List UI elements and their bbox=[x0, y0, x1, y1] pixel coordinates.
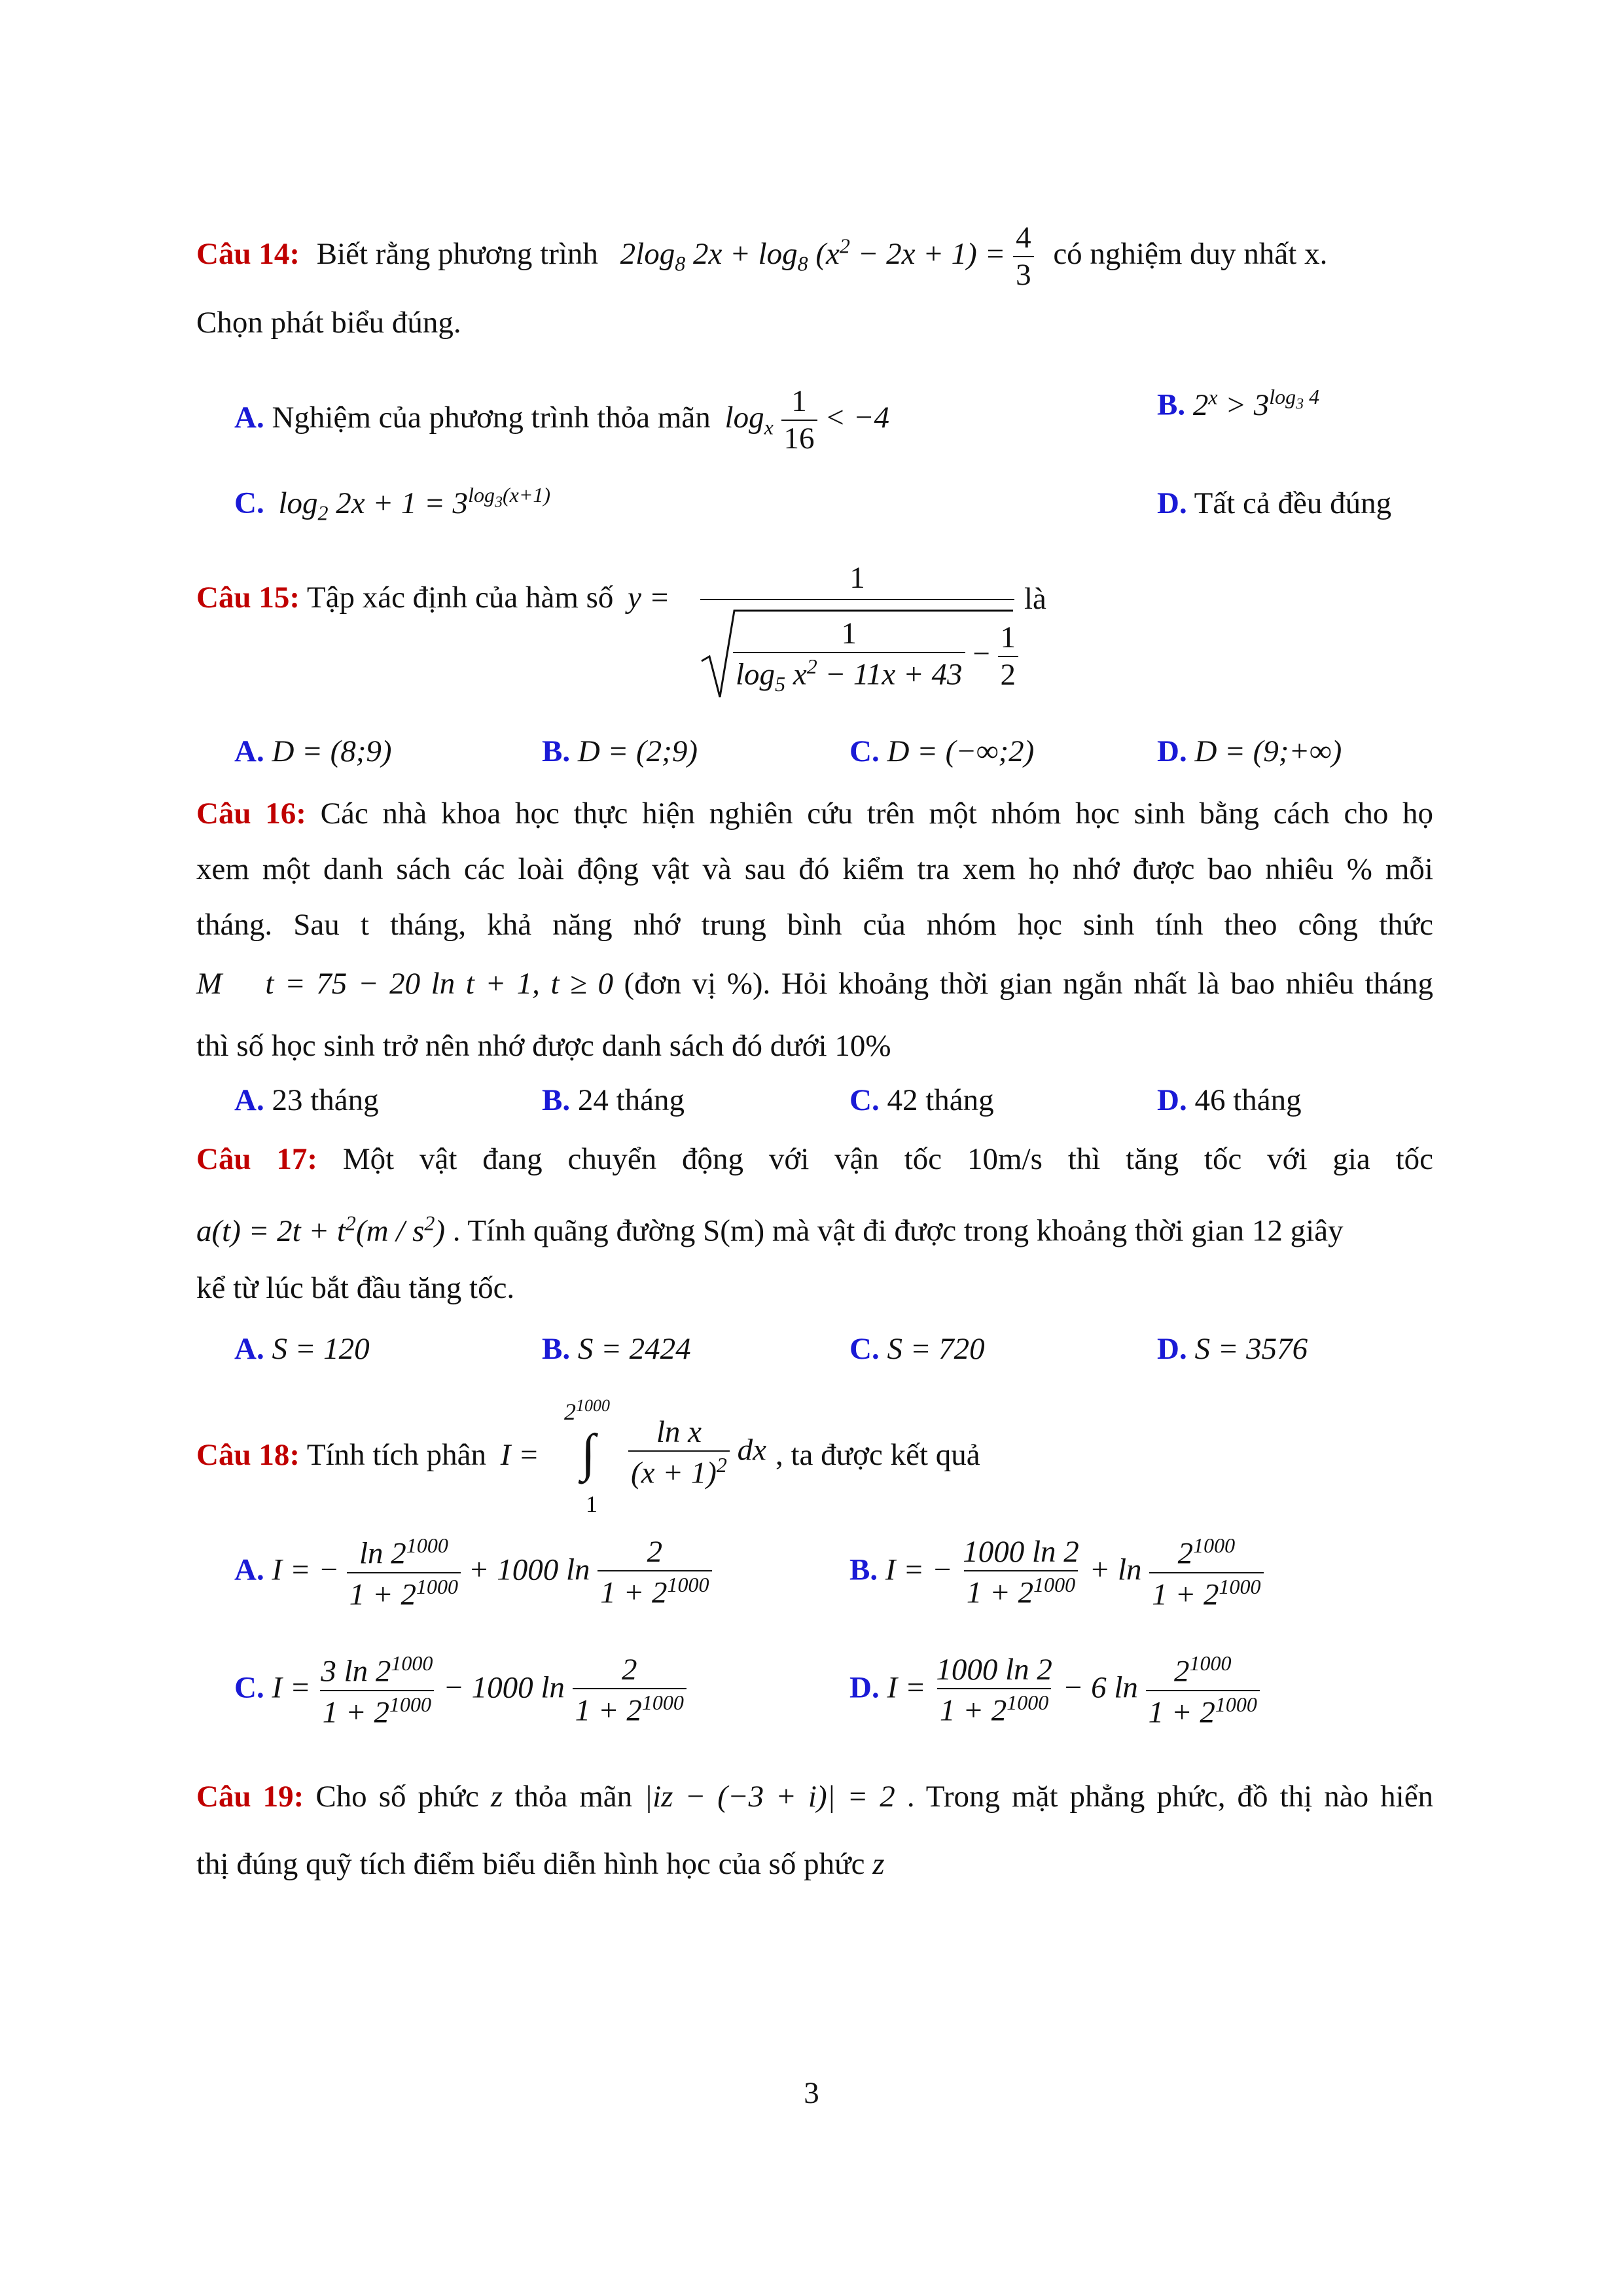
q17-option-c: C. S = 720 bbox=[849, 1332, 985, 1366]
q14-line1 bbox=[196, 223, 1327, 291]
q16-option-b: B. 24 tháng bbox=[542, 1083, 685, 1117]
q18-tail: , ta được kết quả bbox=[776, 1438, 980, 1472]
q19-line2: thị đúng quỹ tích điểm biểu diễn hình học của số phức z bbox=[196, 1847, 885, 1881]
q16-option-a: A. 23 tháng bbox=[234, 1083, 379, 1117]
q19-line1: Câu 19: Cho số phức z thỏa mãn |iz − (−3 + i)| = 2 . Trong mặt phẳng phức, đồ thị nào hiển bbox=[196, 1780, 1434, 1814]
q14-option-a: A. Nghiệm của phương trình thỏa mãn $\log_x$ $\frac{1}{16}$ < −4 bbox=[234, 384, 889, 456]
q18-integrand: $\frac{\text{ln x}}{(x + 1)^2}$ dx bbox=[628, 1417, 766, 1489]
q14-option-c: C. $\log_2 2x + 1 = 3^{log_3(x+1)}$ bbox=[234, 483, 551, 525]
q17-line3: kể từ lúc bắt đầu tăng tốc. bbox=[196, 1271, 515, 1305]
q14-text-a: Biết rằng phương trình bbox=[316, 236, 598, 271]
q14-text-b: có nghiệm duy nhất x. bbox=[1053, 236, 1328, 271]
q15-option-b: B. D = (2;9) bbox=[542, 734, 698, 768]
q14-option-b: B. $2^x > 3^{log_3 4}$ bbox=[1157, 385, 1320, 422]
q15-option-d: D. D = (9;+∞) bbox=[1157, 734, 1342, 768]
q15-option-a: A. D = (8;9) bbox=[234, 734, 392, 768]
q17-option-b: B. S = 2424 bbox=[542, 1332, 691, 1366]
q18-line1: Câu 18: Tính tích phân I = bbox=[196, 1438, 539, 1472]
q15-inner-fraction: $\frac{1}{\log_5 x^2 - 11x + 43}$ − $\frac{1}{2}$ bbox=[733, 619, 1018, 694]
q16-option-c: C. 42 tháng bbox=[849, 1083, 994, 1117]
q17-option-d: D. S = 3576 bbox=[1157, 1332, 1308, 1366]
q18-option-a: A. I = − $\frac{\ln 2^{1000}}{1 + 2^{1000}}$ + 1000 ln $\frac{2}{1 + 2^{1000}}$ bbox=[234, 1535, 712, 1610]
q14-line2: Chọn phát biểu đúng. bbox=[196, 306, 461, 340]
q16-line1: Câu 16: Các nhà khoa học thực hiện nghiên cứu trên một nhóm học sinh bằng cách cho họ bbox=[196, 797, 1434, 831]
q15-tail: là bbox=[1024, 582, 1046, 616]
q17-option-a: A. S = 120 bbox=[234, 1332, 370, 1366]
q18-option-c: C. I = $\frac{3 \ln 2^{1000}}{1 + 2^{1000}}$ − 1000 ln $\frac{2}{1 + 2^{1000}}$ bbox=[234, 1653, 687, 1728]
q16-line3: tháng. Sau t tháng, khả năng nhớ trung bình của nhóm học sinh tính theo công thức bbox=[196, 908, 1433, 942]
q18-lower-limit: 1 bbox=[586, 1491, 597, 1517]
q15-option-c: C. D = (−∞;2) bbox=[849, 734, 1035, 768]
page-number: 3 bbox=[804, 2076, 819, 2110]
q14-option-d: D. Tất cả đều đúng bbox=[1157, 486, 1392, 520]
q14-fraction: $\frac{4}{3}$ bbox=[1013, 223, 1034, 291]
q16-line5: thì số học sinh trở nên nhớ được danh sách đó dưới 10% bbox=[196, 1029, 891, 1063]
q15-numerator: 1 bbox=[849, 561, 865, 595]
q18-option-b: B. I = − $\frac{1000 \ln 2}{1 + 2^{1000}}$ + ln $\frac{2^{1000}}{1 + 2^{1000}}$ bbox=[849, 1535, 1264, 1610]
q17-line1: Câu 17: Một vật đang chuyển động với vận tốc 10m/s thì tăng tốc với gia tốc bbox=[196, 1142, 1434, 1176]
q14-label: Câu 14: bbox=[196, 236, 300, 271]
q18-option-d: D. I = $\frac{1000 \ln 2}{1 + 2^{1000}}$ − 6 ln $\frac{2^{1000}}{1 + 2^{1000}}$ bbox=[849, 1653, 1260, 1728]
q14-equation: $2\log_8$ $2x + \log_8 (x^2 - 2x + 1)$ = $\frac{4}{3}$ bbox=[620, 237, 1042, 271]
q16-option-d: D. 46 tháng bbox=[1157, 1083, 1302, 1117]
q17-line2: $a(t) = 2t + t^2(m / s^2)$ . Tính quãng đường S(m) mà vật đi được trong khoảng thời gian 12 giây bbox=[196, 1211, 1344, 1248]
q16-line4: M t = 75 − 20 ln t + 1, t ≥ 0 (đơn vị %). Hỏi khoảng thời gian ngắn nhất là bao nhiêu tháng bbox=[196, 967, 1434, 1001]
q18-integral-sign: ∫ bbox=[581, 1424, 596, 1482]
q16-line2: xem một danh sách các loài động vật và sau đó kiểm tra xem họ nhớ được bao nhiêu % mỗi bbox=[196, 852, 1433, 886]
q15-line1: Câu 15: Tập xác định của hàm số y = bbox=[196, 581, 670, 615]
q18-upper-limit: $2^{1000}$ bbox=[564, 1396, 610, 1425]
q15-fraction-bar bbox=[700, 599, 1014, 600]
